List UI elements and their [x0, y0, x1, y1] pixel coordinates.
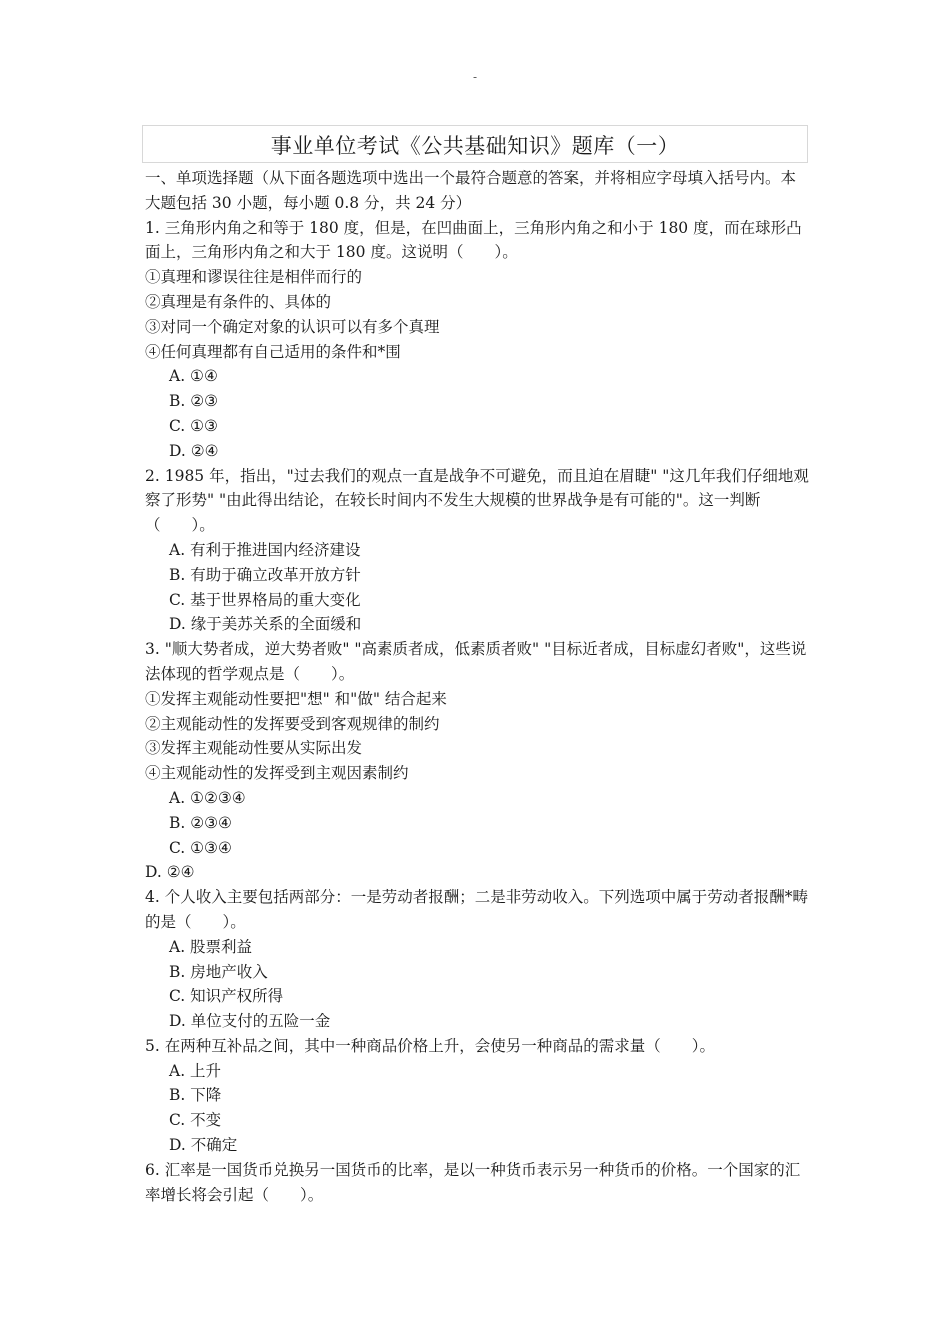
answer-option: B. 房地产收入	[169, 962, 268, 981]
answer-option: A. 有利于推进国内经济建设	[169, 540, 361, 559]
answer-option: A. ①④	[169, 367, 218, 386]
answer-option: B. 有助于确立改革开放方针	[169, 565, 361, 584]
title-box	[142, 125, 808, 163]
answer-option: C. 知识产权所得	[169, 987, 284, 1006]
text-line: 3. "顺大势者成，逆大势者败" "高素质者成，低素质者败" "目标近者成，目标虚幻者败"，这些说法体现的哲学观点是（ ）。	[145, 640, 807, 683]
answer-option: D. 缘于美苏关系的全面缓和	[169, 615, 362, 634]
text-line: ②主观能动性的发挥要受到客观规律的制约	[145, 714, 440, 733]
answer-option: A. 上升	[169, 1061, 222, 1080]
answer-option: D. 单位支付的五险一金	[169, 1012, 331, 1031]
answer-option: B. ②③	[169, 392, 219, 411]
text-line: ④任何真理都有自己适用的条件和*围	[145, 342, 401, 361]
answer-option: B. 下降	[169, 1086, 222, 1105]
header-mark: -	[473, 70, 478, 84]
text-line: 2. 1985 年，指出，"过去我们的观点一直是战争不可避免，而且迫在眉睫" "这几年我们仔细地观察了形势" "由此得出结论，在较长时间内不发生大规模的世界战争是有可能的"。这一判断（ ）。	[145, 466, 809, 535]
answer-option: A. 股票利益	[169, 937, 253, 956]
answer-option: C. ①③	[169, 416, 218, 435]
text-line: 6. 汇率是一国货币兑换另一国货币的比率，是以一种货币表示另一种货币的价格。一个国家的汇率增长将会引起（ ）。	[145, 1160, 801, 1204]
text-line: ③发挥主观能动性要从实际出发	[145, 739, 363, 758]
answer-option: C. ①③④	[169, 838, 232, 857]
document-title: 事业单位考试《公共基础知识》题库（一）	[270, 134, 680, 158]
answer-option: D. ②④	[169, 441, 219, 460]
text-line: ①真理和谬误往往是相伴而行的	[145, 268, 363, 287]
answer-option: B. ②③④	[169, 813, 232, 832]
answer-option: D. 不确定	[169, 1136, 238, 1155]
answer-option: A. ①②③④	[169, 788, 246, 807]
text-line: 一、单项选择题（从下面各题选项中选出一个最符合题意的答案，并将相应字母填入括号内。本大题包括 30 小题，每小题 0.8 分，共 24 分）	[145, 169, 797, 212]
text-line: 5. 在两种互补品之间，其中一种商品价格上升，会使另一种商品的需求量（ ）。	[145, 1036, 715, 1055]
document-body	[145, 166, 810, 1207]
text-line: 1. 三角形内角之和等于 180 度，但是，在凹曲面上，三角形内角之和小于 180 度，而在球形凸面上，三角形内角之和大于 180 度。这说明（ ）。	[145, 218, 802, 262]
text-line: 4. 个人收入主要包括两部分：一是劳动者报酬；二是非劳动收入。下列选项中属于劳动者报酬*畴的是（ ）。	[145, 888, 808, 931]
text-line: ④主观能动性的发挥受到主观因素制约	[145, 764, 409, 783]
answer-option: C. 基于世界格局的重大变化	[169, 590, 361, 609]
text-line: ③对同一个确定对象的认识可以有多个真理	[145, 317, 440, 336]
text-line: D. ②④	[145, 863, 195, 882]
text-line: ②真理是有条件的、具体的	[145, 292, 332, 311]
text-line: ①发挥主观能动性要把"想" 和"做" 结合起来	[145, 689, 447, 708]
answer-option: C. 不变	[169, 1111, 222, 1130]
